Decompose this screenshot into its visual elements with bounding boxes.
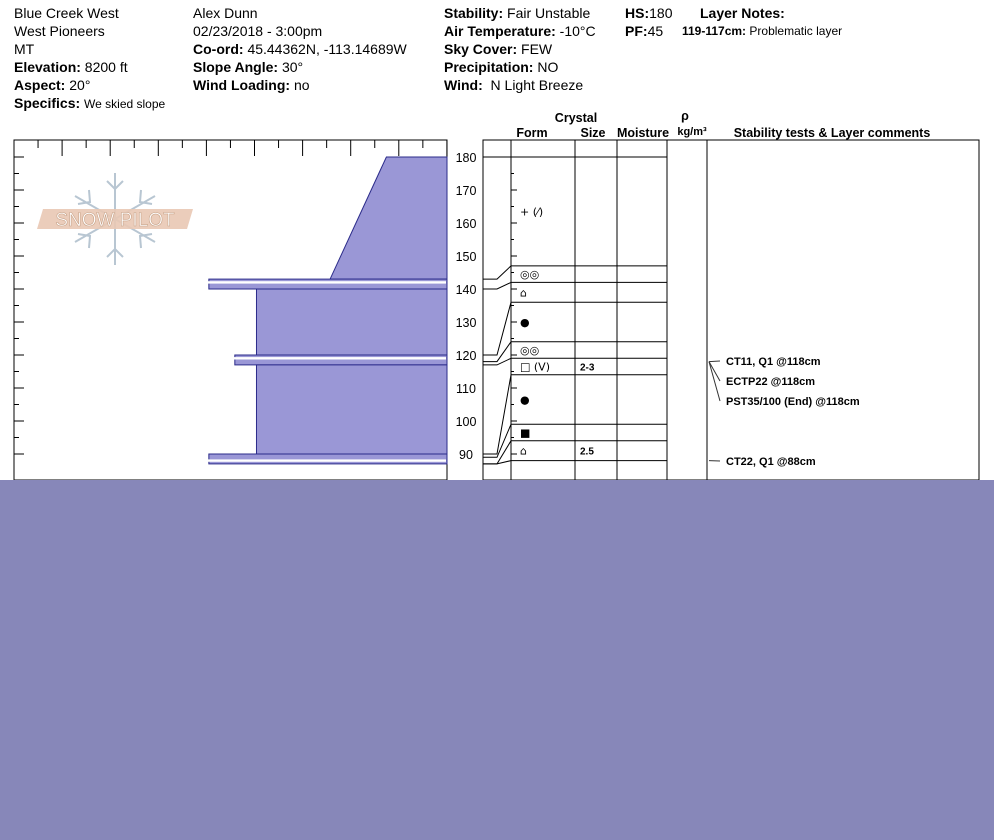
depth-axis <box>456 151 517 462</box>
location-name: Blue Creek West <box>14 5 119 21</box>
state-name: MT <box>14 41 35 57</box>
test-leader <box>709 362 720 401</box>
layer-table <box>483 140 979 480</box>
layer-connector <box>483 282 511 289</box>
density-unit-header: kg/m³ <box>677 126 707 138</box>
depth-tick-label: 120 <box>455 349 477 363</box>
hardness-top-ticks <box>14 140 447 156</box>
hardness-layer <box>235 355 447 365</box>
comments-header: Stability tests & Layer comments <box>733 126 931 140</box>
hs-row: HS:180 <box>625 5 673 21</box>
logo-text: SNOW PILOT <box>55 210 175 231</box>
moisture-header: Moisture <box>616 126 670 140</box>
layer-form: ■ <box>520 426 531 440</box>
precip-row: Precipitation: NO <box>444 59 559 75</box>
depth-tick-label: 180 <box>455 151 477 165</box>
weak-layer-gap <box>150 357 446 359</box>
weak-layer-gap <box>150 459 446 461</box>
depth-tick-label: 150 <box>455 250 477 264</box>
observation-datetime: 02/23/2018 - 3:00pm <box>193 23 323 39</box>
column-headers <box>516 109 930 140</box>
layer-notes-label: Layer Notes: <box>700 5 785 21</box>
overlay-panel <box>0 480 994 840</box>
hardness-layer <box>209 279 447 289</box>
observer-name: Alex Dunn <box>193 5 258 21</box>
depth-tick-label: 140 <box>455 283 477 297</box>
stability-tests <box>709 356 860 468</box>
layer-connector <box>483 375 511 454</box>
layer-form: ◎◎ <box>520 344 540 358</box>
form-header: Form <box>516 126 548 140</box>
layer-size: 2.5 <box>580 446 594 458</box>
test-label: CT11, Q1 @118cm <box>726 356 821 368</box>
layer-connector <box>483 461 511 464</box>
wind-row: Wind: N Light Breeze <box>444 77 584 93</box>
layer-form: ● <box>520 393 530 407</box>
wind-loading-row: Wind Loading: no <box>193 77 310 93</box>
range-name: West Pioneers <box>14 23 105 39</box>
layer-connector <box>483 342 511 362</box>
crystal-header: Crystal <box>554 111 598 125</box>
depth-tick-label: 110 <box>456 382 476 396</box>
specifics-row: Specifics: We skied slope <box>14 95 166 111</box>
depth-tick-label: 160 <box>455 217 477 231</box>
layer-form: + (⁄) <box>520 205 544 219</box>
hardness-layer <box>330 157 447 279</box>
hardness-profile <box>150 157 447 464</box>
layer-form: □ (V) <box>520 360 550 374</box>
layer-size: 2-3 <box>580 362 595 374</box>
size-header: Size <box>580 126 606 140</box>
depth-tick-label: 170 <box>455 184 477 198</box>
hardness-left-ticks <box>14 157 24 454</box>
rho-header: ρ <box>681 109 689 123</box>
snowpilot-logo <box>37 173 193 265</box>
sky-cover-row: Sky Cover: FEW <box>444 41 553 57</box>
hardness-layer <box>256 365 447 454</box>
hardness-layer <box>256 289 447 355</box>
layer-connector <box>483 266 511 279</box>
test-label: ECTP22 @118cm <box>726 376 815 388</box>
layer-form: ⌂ <box>520 444 527 458</box>
weak-layer-gap <box>150 281 446 283</box>
layer-note-range: 119-117cm: <box>682 24 747 38</box>
elevation-row: Elevation: 8200 ft <box>14 59 128 75</box>
test-label: PST35/100 (End) @118cm <box>726 396 860 408</box>
test-leader <box>709 361 720 362</box>
layer-table-frame <box>483 140 979 480</box>
depth-tick-label: 130 <box>455 316 477 330</box>
stability-row: Stability: Fair Unstable <box>444 5 591 21</box>
test-leader <box>709 362 720 381</box>
slope-angle-row: Slope Angle: 30° <box>193 59 304 75</box>
layer-note-text: Problematic layer <box>749 24 843 38</box>
air-temp-row: Air Temperature: -10°C <box>444 23 596 39</box>
layer-form: ● <box>520 316 530 329</box>
test-label: CT22, Q1 @88cm <box>726 456 816 468</box>
pf-row: PF:45 <box>625 23 664 39</box>
depth-tick-label: 100 <box>455 415 477 429</box>
layer-form: ⌂ <box>520 286 527 300</box>
hardness-layer <box>209 454 447 464</box>
aspect-row: Aspect: 20° <box>14 77 91 93</box>
coord-row: Co-ord: 45.44362N, -113.14689W <box>193 41 407 57</box>
layer-form: ◎◎ <box>520 268 540 282</box>
depth-tick-label: 90 <box>459 448 473 462</box>
